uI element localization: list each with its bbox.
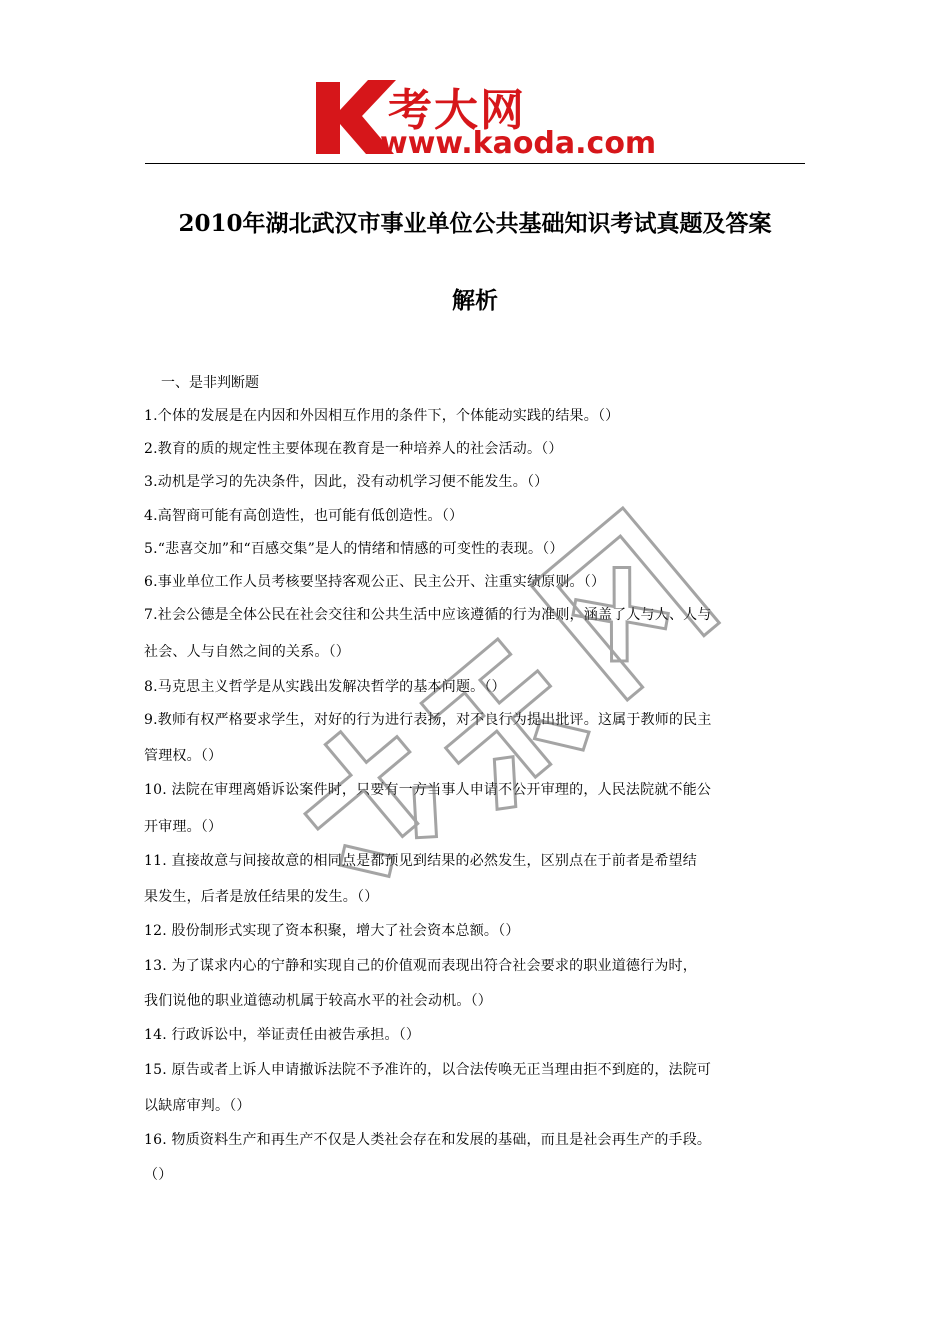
logo-url-text: www.kaoda.com	[380, 126, 657, 161]
question-line: 11. 直接故意与间接故意的相同点是都预见到结果的必然发生，区别点在于前者是希望结	[144, 853, 697, 869]
question-line: 12. 股份制形式实现了资本积聚，增大了社会资本总额。（）	[144, 923, 520, 939]
question-line: （）	[144, 1167, 173, 1183]
section-heading: 一、是非判断题	[161, 375, 259, 391]
question-line: 3.动机是学习的先决条件，因此，没有动机学习便不能发生。（）	[144, 474, 549, 490]
question-line: 7.社会公德是全体公民在社会交往和公共生活中应该遵循的行为准则，涵盖了人与人、人与	[144, 607, 712, 623]
question-line: 16. 物质资料生产和再生产不仅是人类社会存在和发展的基础，而且是社会再生产的手段。	[144, 1132, 712, 1148]
document-title-continued: 解析	[452, 287, 498, 314]
question-line: 4.高智商可能有高创造性，也可能有低创造性。（）	[144, 508, 464, 524]
logo-chinese-text: 考大网	[388, 85, 526, 136]
question-line: 2.教育的质的规定性主要体现在教育是一种培养人的社会活动。（）	[144, 441, 563, 457]
question-line: 开审理。（）	[144, 819, 223, 835]
question-line: 5.“悲喜交加”和“百感交集”是人的情绪和情感的可变性的表现。（）	[144, 541, 564, 557]
question-line: 10. 法院在审理离婚诉讼案件时，只要有一方当事人申请不公开审理的，人民法院就不能公	[144, 782, 712, 798]
question-line: 8.马克思主义哲学是从实践出发解决哲学的基本问题。（）	[144, 679, 506, 695]
document-title: 2010年湖北武汉市事业单位公共基础知识考试真题及答案	[178, 210, 772, 237]
question-line: 15. 原告或者上诉人申请撤诉法院不予准许的，以合法传唤无正当理由拒不到庭的，法院可	[144, 1062, 712, 1078]
question-line: 管理权。（）	[144, 748, 223, 764]
question-line: 果发生，后者是放任结果的发生。（）	[144, 889, 379, 905]
kaoda-logo	[310, 70, 657, 162]
question-line: 我们说他的职业道德动机属于较高水平的社会动机。（）	[144, 993, 492, 1009]
question-line: 社会、人与自然之间的关系。（）	[144, 644, 350, 660]
question-line: 6.事业单位工作人员考核要坚持客观公正、民主公开、注重实绩原则。（）	[144, 574, 606, 590]
question-line: 13. 为了谋求内心的宁静和实现自己的价值观而表现出符合社会要求的职业道德行为时，	[144, 958, 697, 974]
question-line: 1.个体的发展是在内因和外因相互作用的条件下，个体能动实践的结果。（）	[144, 408, 620, 424]
header-divider	[145, 163, 805, 164]
question-line: 9.教师有权严格要求学生，对好的行为进行表扬，对不良行为提出批评。这属于教师的民主	[144, 712, 712, 728]
question-line: 14. 行政诉讼中，举证责任由被告承担。（）	[144, 1027, 421, 1043]
question-line: 以缺席审判。（）	[144, 1098, 251, 1114]
